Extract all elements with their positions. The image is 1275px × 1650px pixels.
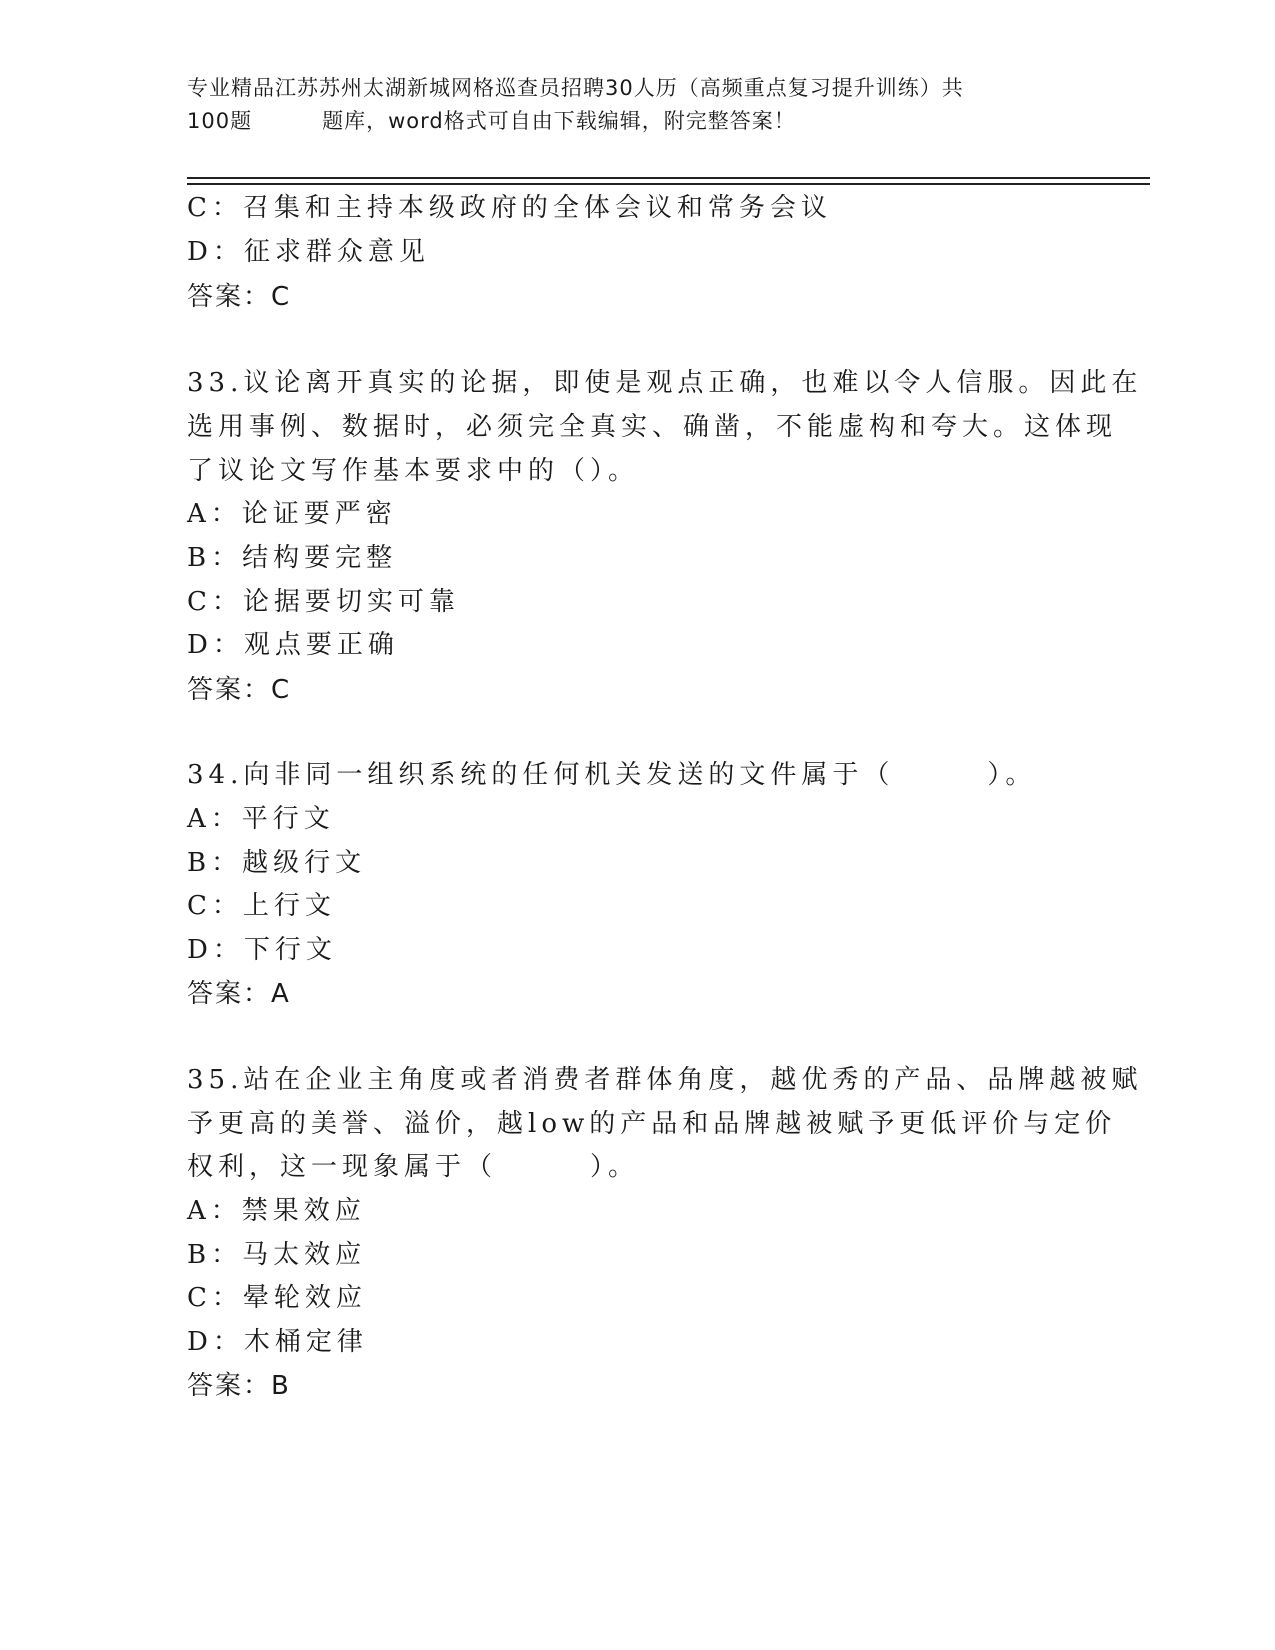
- question-stem-line: 予更高的美誉、溢价，越low的产品和品牌越被赋予更低评价与定价: [187, 1109, 1117, 1139]
- option-d: D：征求群众意见: [187, 237, 430, 267]
- answer-line: 答案：C: [187, 675, 292, 705]
- question-stem-line: 34.向非同一组织系统的任何机关发送的文件属于（ ）。: [187, 760, 1037, 790]
- question-stem-line: 权利，这一现象属于（ ）。: [187, 1152, 640, 1182]
- header-question-count: 100题: [187, 109, 253, 133]
- option-c: C：晕轮效应: [187, 1283, 367, 1313]
- option-c: C：论据要切实可靠: [187, 587, 460, 617]
- answer-line: 答案：A: [187, 979, 291, 1009]
- option-b: B：结构要完整: [187, 543, 398, 573]
- option-d: D：下行文: [187, 935, 337, 965]
- option-d: D：观点要正确: [187, 630, 399, 660]
- answer-line: 答案：B: [187, 1371, 291, 1401]
- header-description: 题库，word格式可自由下载编辑，附完整答案！: [322, 109, 796, 133]
- header-divider-bottom: [187, 183, 1150, 185]
- option-a: A：论证要严密: [187, 499, 397, 529]
- question-stem-line: 选用事例、数据时，必须完全真实、确凿，不能虚构和夸大。这体现: [187, 412, 1118, 442]
- option-d: D：木桶定律: [187, 1327, 368, 1357]
- document-header: [187, 72, 1087, 138]
- header-title-line-1: 专业精品江苏苏州太湖新城网格巡查员招聘30人历（高频重点复习提升训练）共: [187, 76, 964, 100]
- header-title-line-2: [187, 105, 1087, 138]
- option-b: B：马太效应: [187, 1240, 367, 1270]
- option-a: A：禁果效应: [187, 1196, 366, 1226]
- answer-line: 答案：C: [187, 282, 292, 312]
- option-c: C：召集和主持本级政府的全体会议和常务会议: [187, 193, 832, 223]
- option-c: C：上行文: [187, 891, 336, 921]
- question-stem-line: 35.站在企业主角度或者消费者群体角度，越优秀的产品、品牌越被赋: [187, 1065, 1143, 1095]
- header-divider-top: [187, 177, 1150, 179]
- question-stem-line: 了议论文写作基本要求中的（）。: [187, 456, 640, 486]
- question-stem-line: 33.议论离开真实的论据，即使是观点正确，也难以令人信服。因此在: [187, 368, 1143, 398]
- option-b: B：越级行文: [187, 848, 367, 878]
- option-a: A：平行文: [187, 804, 335, 834]
